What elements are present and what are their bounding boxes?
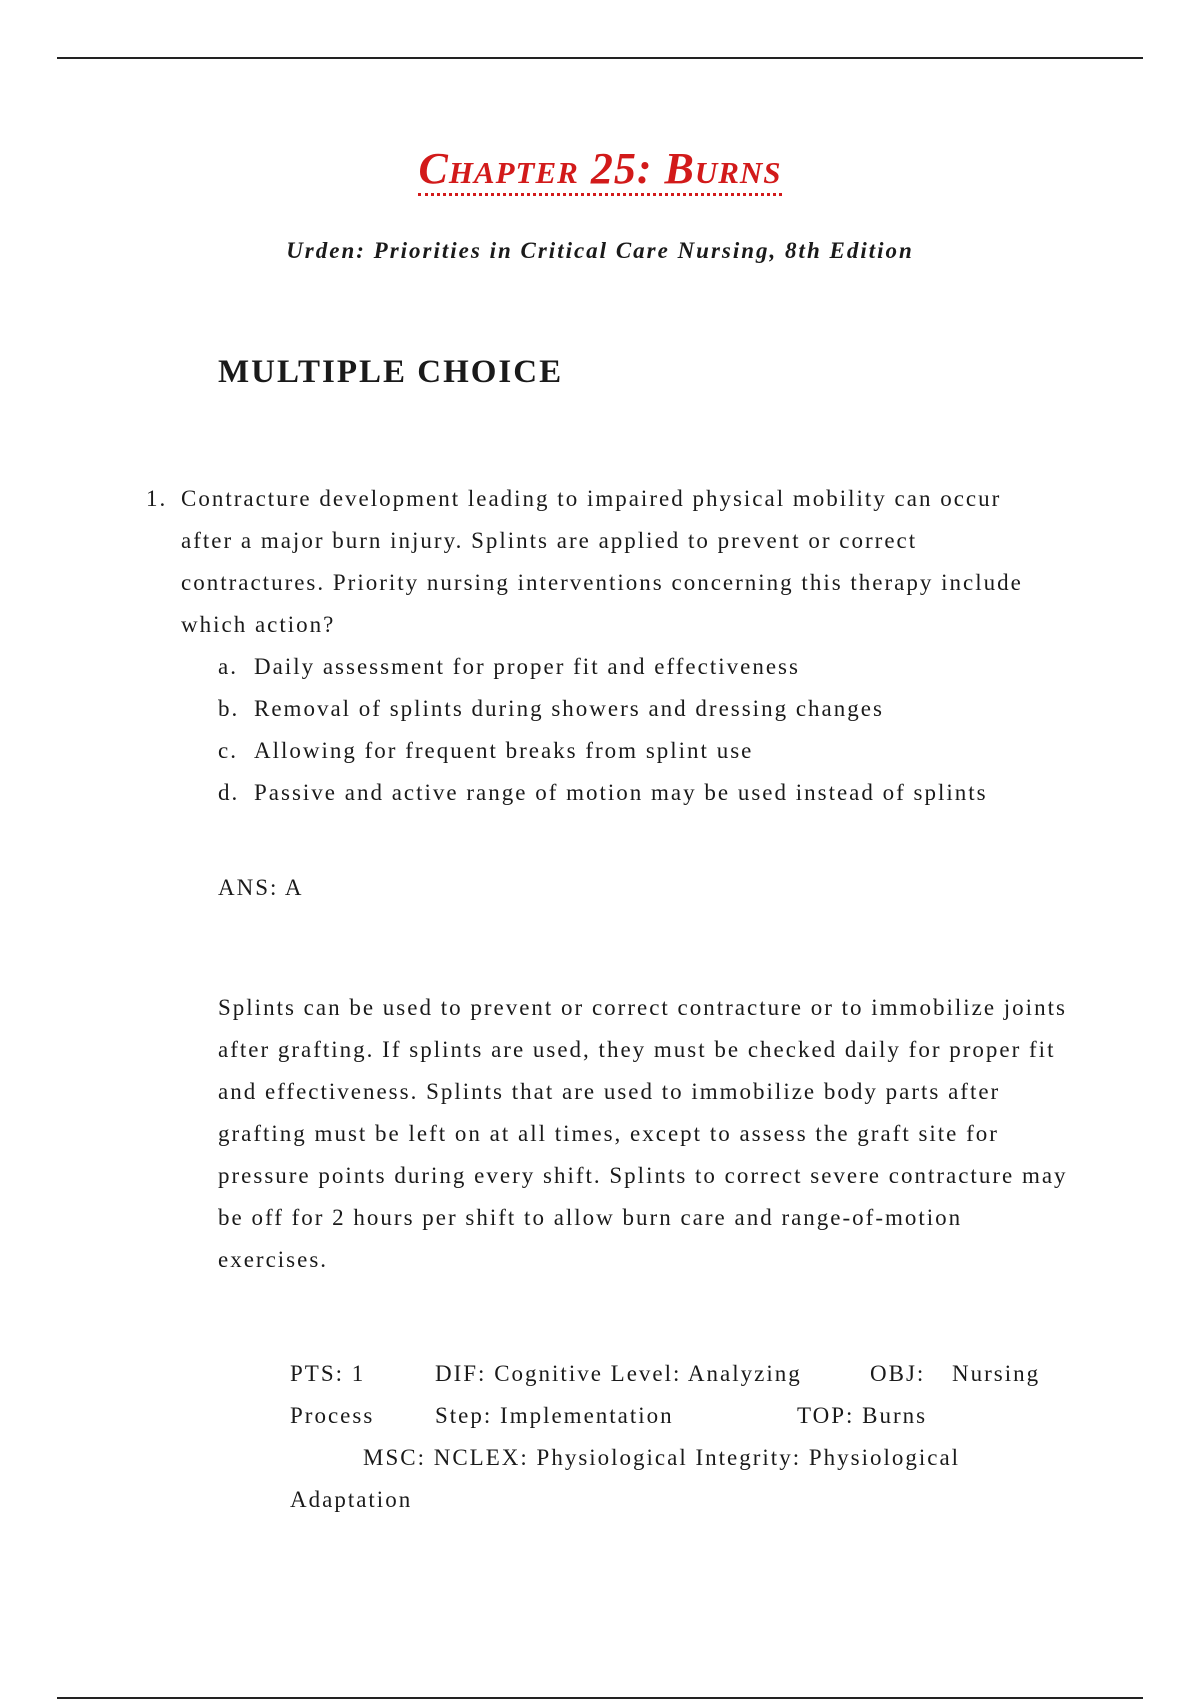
meta-obj-cont: Process	[290, 1403, 375, 1428]
meta-msc-cont: Adaptation	[290, 1487, 413, 1512]
answer-choices	[218, 646, 1098, 814]
question-stem: Contracture development leading to impaired physical mobility can occur after a major burn injury. Splints are applied to prevent or correct contractures. Priority nursing interventions concerning this therapy include which action?	[181, 486, 1023, 637]
choice-letter: b.	[218, 696, 240, 721]
bottom-rule	[57, 1697, 1143, 1699]
choice-a	[218, 646, 1098, 688]
question-1	[146, 478, 1046, 646]
choice-text: Removal of splints during showers and dressing changes	[254, 696, 884, 721]
meta-row-4	[290, 1479, 1050, 1521]
book-subtitle: Urden: Priorities in Critical Care Nursing, 8th Edition	[286, 238, 914, 263]
choice-text: Passive and active range of motion may be used instead of splints	[254, 780, 988, 805]
meta-obj-step: Step: Implementation	[435, 1403, 674, 1428]
choice-letter: d.	[218, 780, 240, 805]
meta-dif: DIF: Cognitive Level: Analyzing	[435, 1361, 802, 1386]
choice-text: Allowing for frequent breaks from splint use	[254, 738, 754, 763]
question-number: 1.	[146, 486, 168, 511]
choice-letter: a.	[218, 654, 238, 679]
question-metadata	[290, 1353, 1050, 1521]
choice-b	[218, 688, 1098, 730]
choice-d	[218, 772, 1098, 814]
answer-key: ANS: A	[218, 875, 304, 900]
chapter-title-wrap	[0, 146, 1200, 196]
rationale: Splints can be used to prevent or correct contracture or to immobilize joints after grafting. If splints are used, they must be checked daily for proper fit and effectiveness. Splints that are used to immobilize body parts after grafting must be left on at all times, except to assess the graft site for pressure points during every shift. Splints to correct severe contracture may be off for 2 hours per shift to allow burn care and range-of-motion exercises.	[218, 995, 1068, 1272]
choice-c	[218, 730, 1098, 772]
meta-obj-label: OBJ:	[870, 1361, 926, 1386]
choice-letter: c.	[218, 738, 238, 763]
top-rule	[57, 57, 1143, 59]
section-heading: MULTIPLE CHOICE	[218, 354, 564, 390]
meta-row-2	[290, 1395, 1050, 1437]
meta-msc: MSC: NCLEX: Physiological Integrity: Physiological	[363, 1445, 961, 1470]
meta-row-3	[290, 1437, 1050, 1479]
choice-text: Daily assessment for proper fit and effectiveness	[254, 654, 800, 679]
meta-pts: PTS: 1	[290, 1361, 366, 1386]
meta-row-1	[290, 1353, 1050, 1395]
meta-top: TOP: Burns	[797, 1403, 928, 1428]
meta-obj-value: Nursing	[952, 1361, 1041, 1386]
chapter-title[interactable]: Chapter 25: Burns	[418, 146, 781, 196]
